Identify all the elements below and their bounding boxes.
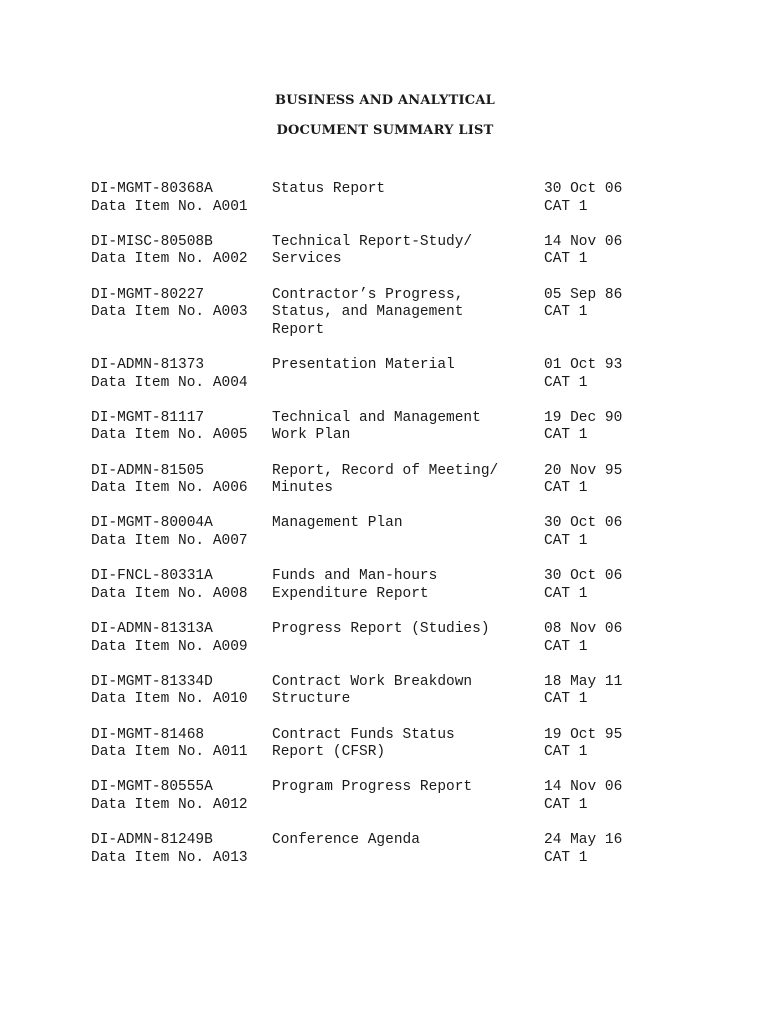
document-title-line: Minutes [272,480,333,497]
document-id-column [91,234,271,269]
document-title-column [272,832,532,850]
document-category: CAT 1 [544,638,588,655]
document-title-column [272,357,532,375]
document-title-line: Report (CFSR) [272,744,386,761]
document-date: 20 Nov 95 [544,462,623,479]
document-id-column [91,621,271,656]
document-title-line-1: BUSINESS AND ANALYTICAL [275,93,495,108]
document-date-column [544,181,664,216]
document-title-line: Progress Report (Studies) [272,621,490,638]
document-id-column [91,287,271,322]
document-title-line: Contractor’s Progress, [272,286,464,303]
document-category: CAT 1 [544,691,588,708]
document-title-line: Report, Record of Meeting/ [272,462,499,479]
document-id-column [91,674,271,709]
document-code: DI-MGMT-81468 [91,726,205,743]
document-title-column [272,779,532,797]
document-date-column [544,674,664,709]
document-title-line: Structure [272,691,351,708]
list-item [91,234,691,287]
document-date: 18 May 11 [544,673,623,690]
document-category: CAT 1 [544,744,588,761]
document-date-column [544,832,664,867]
document-category: CAT 1 [544,480,588,497]
document-id-column [91,410,271,445]
document-date-column [544,568,664,603]
data-item-number: Data Item No. A011 [91,744,248,761]
document-date: 30 Oct 06 [544,515,623,532]
document-id-column [91,832,271,867]
document-title-line: Program Progress Report [272,779,473,796]
document-code: DI-MGMT-81334D [91,673,213,690]
list-item [91,515,691,568]
document-date: 19 Oct 95 [544,726,623,743]
list-item [91,621,691,674]
document-title-line-2: DOCUMENT SUMMARY LIST [276,123,494,138]
document-title-line: Services [272,251,342,268]
document-title-column [272,621,532,639]
document-date: 14 Nov 06 [544,233,623,250]
document-code: DI-ADMN-81249B [91,832,213,849]
list-item [91,287,691,358]
document-code: DI-MISC-80508B [91,233,213,250]
list-item [91,727,691,780]
data-item-number: Data Item No. A010 [91,691,248,708]
document-code: DI-ADMN-81505 [91,462,205,479]
data-item-number: Data Item No. A004 [91,374,248,391]
document-code: DI-MGMT-80227 [91,286,205,303]
document-id-column [91,357,271,392]
document-category: CAT 1 [544,585,588,602]
list-item [91,357,691,410]
document-title-line: Work Plan [272,427,351,444]
document-category: CAT 1 [544,849,588,866]
data-item-number: Data Item No. A009 [91,638,248,655]
document-date: 30 Oct 06 [544,568,623,585]
document-title-column [272,515,532,533]
document-id-column [91,568,271,603]
document-code: DI-MGMT-80004A [91,515,213,532]
data-item-number: Data Item No. A013 [91,849,248,866]
document-id-column [91,727,271,762]
document-date-column [544,410,664,445]
list-item [91,568,691,621]
document-title-line: Status Report [272,181,386,197]
document-category: CAT 1 [544,427,588,444]
document-date-column [544,463,664,498]
document-title-line: Funds and Man-hours [272,568,438,585]
document-category: CAT 1 [544,304,588,321]
list-item [91,832,691,885]
data-item-number: Data Item No. A001 [91,198,248,215]
list-item [91,181,691,234]
document-date-column [544,727,664,762]
data-item-number: Data Item No. A012 [91,796,248,813]
document-id-column [91,181,271,216]
list-item [91,674,691,727]
data-item-number: Data Item No. A006 [91,480,248,497]
document-title-column [272,181,532,199]
document-title-column [272,287,532,340]
data-item-number: Data Item No. A005 [91,427,248,444]
document-date-column [544,621,664,656]
document-title-column [272,727,532,762]
document-title-line: Presentation Material [272,357,455,374]
document-id-column [91,463,271,498]
document-category: CAT 1 [544,374,588,391]
document-title-line: Status, and Management [272,304,464,321]
document-code: DI-MGMT-80368A [91,181,213,197]
document-category: CAT 1 [544,198,588,215]
document-summary-list [91,181,691,885]
document-title-column [272,463,532,498]
document-title-column [272,410,532,445]
document-category: CAT 1 [544,796,588,813]
document-date-column [544,357,664,392]
data-item-number: Data Item No. A002 [91,251,248,268]
document-title-line: Technical Report-Study/ [272,233,473,250]
document-category: CAT 1 [544,532,588,549]
document-date-column [544,234,664,269]
document-date: 08 Nov 06 [544,621,623,638]
list-item [91,779,691,832]
document-code: DI-ADMN-81313A [91,621,213,638]
document-date: 14 Nov 06 [544,779,623,796]
document-title-line: Report [272,321,325,338]
document-title-line: Contract Funds Status [272,726,455,743]
document-code: DI-MGMT-80555A [91,779,213,796]
document-title-line: Contract Work Breakdown [272,673,473,690]
document-date: 30 Oct 06 [544,181,623,197]
document-title-column [272,568,532,603]
document-id-column [91,515,271,550]
document-title-column [272,674,532,709]
document-date: 05 Sep 86 [544,286,623,303]
document-code: DI-FNCL-80331A [91,568,213,585]
document-title-column [272,234,532,269]
document-title-line: Management Plan [272,515,403,532]
document-date-column [544,287,664,322]
list-item [91,410,691,463]
document-title-line: Conference Agenda [272,832,420,849]
document-date-column [544,515,664,550]
document-id-column [91,779,271,814]
document-code: DI-ADMN-81373 [91,357,205,374]
document-date: 24 May 16 [544,832,623,849]
data-item-number: Data Item No. A003 [91,304,248,321]
list-item [91,463,691,516]
document-category: CAT 1 [544,251,588,268]
document-date: 01 Oct 93 [544,357,623,374]
document-title-line: Expenditure Report [272,585,429,602]
document-date-column [544,779,664,814]
data-item-number: Data Item No. A008 [91,585,248,602]
document-code: DI-MGMT-81117 [91,409,205,426]
data-item-number: Data Item No. A007 [91,532,248,549]
document-title-line: Technical and Management [272,409,481,426]
document-date: 19 Dec 90 [544,409,623,426]
